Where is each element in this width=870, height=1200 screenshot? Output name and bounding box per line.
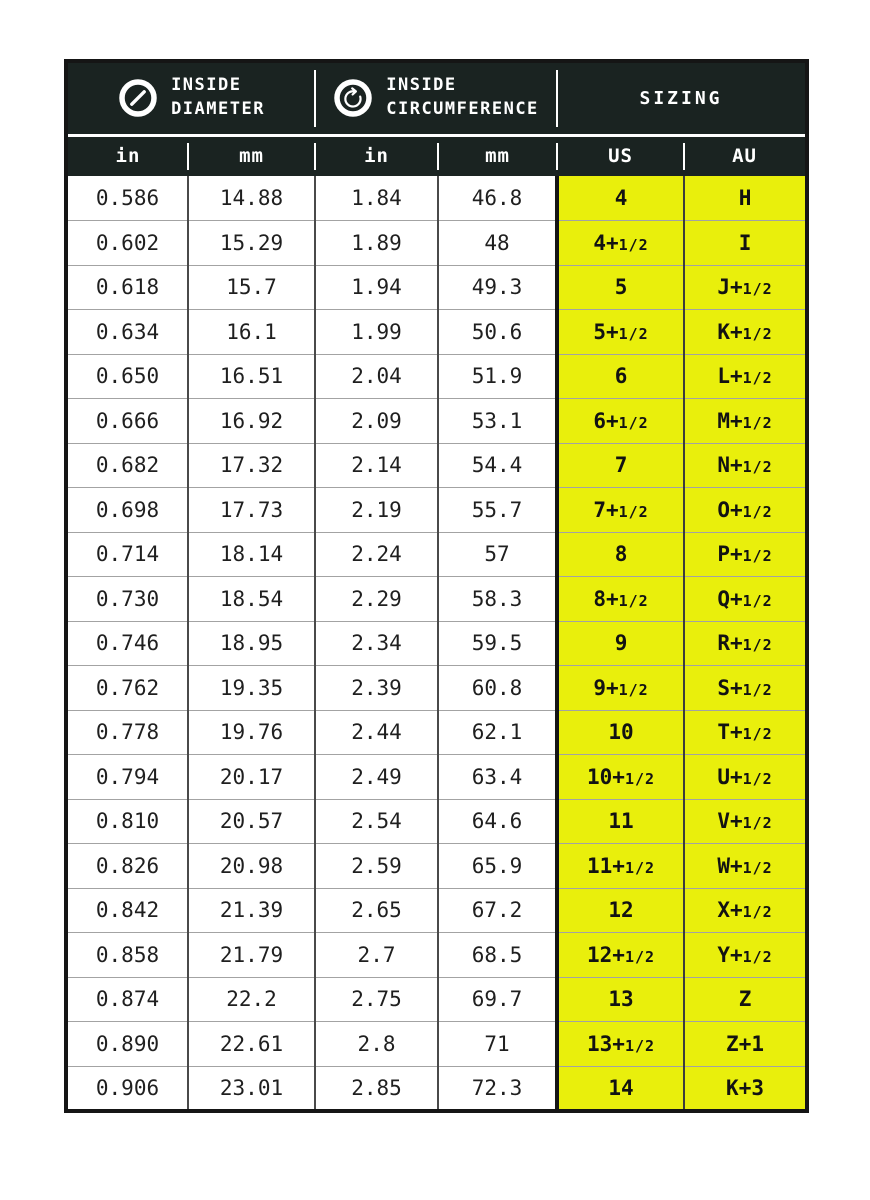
- table-row: [66, 755, 807, 800]
- circumference-mm-cell: 49.3: [438, 265, 557, 310]
- diameter-mm-cell: 22.61: [188, 1022, 315, 1067]
- au-size-cell: L+1/2: [684, 354, 807, 399]
- us-size-cell: 10+1/2: [557, 755, 684, 800]
- us-size-cell: 5+1/2: [557, 310, 684, 355]
- circumference-icon: [333, 78, 373, 118]
- circumference-in-cell: 1.84: [315, 176, 438, 221]
- us-size-cell: 12+1/2: [557, 933, 684, 978]
- diameter-mm-cell: 22.2: [188, 977, 315, 1022]
- us-size-cell: 8: [557, 532, 684, 577]
- table-row: [66, 710, 807, 755]
- table-row: [66, 176, 807, 221]
- circumference-mm-cell: 55.7: [438, 488, 557, 533]
- sizing-header: [557, 61, 807, 135]
- inside-circumference-label: INSIDE CIRCUMFERENCE: [386, 75, 539, 120]
- us-size-cell: 8+1/2: [557, 577, 684, 622]
- circumference-mm-cell: 65.9: [438, 844, 557, 889]
- circumference-in-cell: 2.14: [315, 443, 438, 488]
- us-size-cell: 5: [557, 265, 684, 310]
- diameter-mm-cell: 21.79: [188, 933, 315, 978]
- au-size-cell: U+1/2: [684, 755, 807, 800]
- subheader-au: AU: [684, 135, 807, 176]
- circumference-mm-cell: 67.2: [438, 888, 557, 933]
- au-size-cell: Z+1: [684, 1022, 807, 1067]
- circumference-in-cell: 2.04: [315, 354, 438, 399]
- au-size-cell: Y+1/2: [684, 933, 807, 978]
- sizing-table: [64, 59, 809, 1113]
- table-row: [66, 577, 807, 622]
- subheader-us: US: [557, 135, 684, 176]
- diameter-in-cell: 0.794: [66, 755, 188, 800]
- table-row: [66, 532, 807, 577]
- table-row: [66, 621, 807, 666]
- group-header-row: [66, 61, 807, 135]
- circumference-in-cell: 2.24: [315, 532, 438, 577]
- table-row: [66, 1022, 807, 1067]
- diameter-mm-cell: 21.39: [188, 888, 315, 933]
- circumference-in-cell: 2.65: [315, 888, 438, 933]
- circumference-in-cell: 2.49: [315, 755, 438, 800]
- table-row: [66, 844, 807, 889]
- us-size-cell: 11+1/2: [557, 844, 684, 889]
- sizing-label: SIZING: [639, 87, 723, 109]
- sub-header-row: [66, 135, 807, 176]
- circumference-in-cell: 2.39: [315, 666, 438, 711]
- au-size-cell: R+1/2: [684, 621, 807, 666]
- circumference-mm-cell: 48: [438, 221, 557, 266]
- diameter-mm-cell: 20.98: [188, 844, 315, 889]
- circumference-mm-cell: 62.1: [438, 710, 557, 755]
- circumference-mm-cell: 68.5: [438, 933, 557, 978]
- circumference-mm-cell: 59.5: [438, 621, 557, 666]
- diameter-in-cell: 0.858: [66, 933, 188, 978]
- au-size-cell: I: [684, 221, 807, 266]
- diameter-in-cell: 0.586: [66, 176, 188, 221]
- circumference-in-cell: 2.85: [315, 1066, 438, 1111]
- diameter-in-cell: 0.714: [66, 532, 188, 577]
- inside-circumference-header: [315, 61, 557, 135]
- diameter-in-cell: 0.602: [66, 221, 188, 266]
- circumference-in-cell: 2.75: [315, 977, 438, 1022]
- us-size-cell: 7+1/2: [557, 488, 684, 533]
- diameter-mm-cell: 23.01: [188, 1066, 315, 1111]
- circumference-mm-cell: 64.6: [438, 799, 557, 844]
- table-row: [66, 354, 807, 399]
- diameter-mm-cell: 19.76: [188, 710, 315, 755]
- au-size-cell: S+1/2: [684, 666, 807, 711]
- table-row: [66, 977, 807, 1022]
- diameter-mm-cell: 17.73: [188, 488, 315, 533]
- diameter-mm-cell: 16.92: [188, 399, 315, 444]
- circumference-mm-cell: 71: [438, 1022, 557, 1067]
- us-size-cell: 7: [557, 443, 684, 488]
- circumference-mm-cell: 51.9: [438, 354, 557, 399]
- us-size-cell: 13+1/2: [557, 1022, 684, 1067]
- circumference-in-cell: 1.89: [315, 221, 438, 266]
- au-size-cell: H: [684, 176, 807, 221]
- au-size-cell: Z: [684, 977, 807, 1022]
- circumference-in-cell: 2.34: [315, 621, 438, 666]
- diameter-in-cell: 0.682: [66, 443, 188, 488]
- circumference-in-cell: 2.54: [315, 799, 438, 844]
- us-size-cell: 11: [557, 799, 684, 844]
- diameter-mm-cell: 18.54: [188, 577, 315, 622]
- us-size-cell: 10: [557, 710, 684, 755]
- circumference-in-cell: 1.99: [315, 310, 438, 355]
- diameter-in-cell: 0.826: [66, 844, 188, 889]
- circumference-mm-cell: 60.8: [438, 666, 557, 711]
- us-size-cell: 4+1/2: [557, 221, 684, 266]
- diameter-mm-cell: 14.88: [188, 176, 315, 221]
- au-size-cell: Q+1/2: [684, 577, 807, 622]
- au-size-cell: W+1/2: [684, 844, 807, 889]
- circumference-in-cell: 2.19: [315, 488, 438, 533]
- us-size-cell: 9+1/2: [557, 666, 684, 711]
- inside-diameter-label: INSIDE DIAMETER: [171, 75, 265, 120]
- au-size-cell: P+1/2: [684, 532, 807, 577]
- table-header: [66, 61, 807, 176]
- diameter-in-cell: 0.842: [66, 888, 188, 933]
- au-size-cell: O+1/2: [684, 488, 807, 533]
- circumference-in-cell: 1.94: [315, 265, 438, 310]
- diameter-mm-cell: 19.35: [188, 666, 315, 711]
- table-row: [66, 265, 807, 310]
- au-size-cell: J+1/2: [684, 265, 807, 310]
- inside-diameter-header: [66, 61, 315, 135]
- circumference-in-cell: 2.44: [315, 710, 438, 755]
- diameter-mm-cell: 15.29: [188, 221, 315, 266]
- diameter-in-cell: 0.618: [66, 265, 188, 310]
- au-size-cell: K+3: [684, 1066, 807, 1111]
- subheader-circumference-mm: mm: [438, 135, 557, 176]
- au-size-cell: M+1/2: [684, 399, 807, 444]
- diameter-in-cell: 0.698: [66, 488, 188, 533]
- diameter-in-cell: 0.746: [66, 621, 188, 666]
- subheader-diameter-mm: mm: [188, 135, 315, 176]
- table-row: [66, 310, 807, 355]
- diameter-mm-cell: 16.51: [188, 354, 315, 399]
- diameter-in-cell: 0.634: [66, 310, 188, 355]
- table-row: [66, 399, 807, 444]
- circumference-mm-cell: 72.3: [438, 1066, 557, 1111]
- table-row: [66, 1066, 807, 1111]
- us-size-cell: 4: [557, 176, 684, 221]
- diameter-mm-cell: 20.17: [188, 755, 315, 800]
- circumference-mm-cell: 46.8: [438, 176, 557, 221]
- diameter-in-cell: 0.762: [66, 666, 188, 711]
- diameter-mm-cell: 16.1: [188, 310, 315, 355]
- au-size-cell: N+1/2: [684, 443, 807, 488]
- diameter-in-cell: 0.890: [66, 1022, 188, 1067]
- circumference-in-cell: 2.09: [315, 399, 438, 444]
- circumference-mm-cell: 63.4: [438, 755, 557, 800]
- us-size-cell: 6+1/2: [557, 399, 684, 444]
- table-row: [66, 888, 807, 933]
- au-size-cell: T+1/2: [684, 710, 807, 755]
- table-body: [66, 176, 807, 1111]
- table-row: [66, 666, 807, 711]
- subheader-diameter-in: in: [66, 135, 188, 176]
- circumference-mm-cell: 50.6: [438, 310, 557, 355]
- table-row: [66, 221, 807, 266]
- circumference-mm-cell: 53.1: [438, 399, 557, 444]
- diameter-in-cell: 0.810: [66, 799, 188, 844]
- circumference-mm-cell: 58.3: [438, 577, 557, 622]
- diameter-in-cell: 0.650: [66, 354, 188, 399]
- us-size-cell: 12: [557, 888, 684, 933]
- diameter-mm-cell: 18.95: [188, 621, 315, 666]
- us-size-cell: 9: [557, 621, 684, 666]
- au-size-cell: V+1/2: [684, 799, 807, 844]
- circumference-in-cell: 2.7: [315, 933, 438, 978]
- circumference-in-cell: 2.8: [315, 1022, 438, 1067]
- circumference-mm-cell: 57: [438, 532, 557, 577]
- circumference-mm-cell: 54.4: [438, 443, 557, 488]
- circumference-in-cell: 2.59: [315, 844, 438, 889]
- diameter-mm-cell: 18.14: [188, 532, 315, 577]
- diameter-mm-cell: 20.57: [188, 799, 315, 844]
- table-row: [66, 799, 807, 844]
- au-size-cell: X+1/2: [684, 888, 807, 933]
- subheader-circumference-in: in: [315, 135, 438, 176]
- diameter-in-cell: 0.906: [66, 1066, 188, 1111]
- diameter-icon: [118, 78, 158, 118]
- us-size-cell: 14: [557, 1066, 684, 1111]
- us-size-cell: 13: [557, 977, 684, 1022]
- table-row: [66, 488, 807, 533]
- diameter-in-cell: 0.778: [66, 710, 188, 755]
- diameter-mm-cell: 17.32: [188, 443, 315, 488]
- au-size-cell: K+1/2: [684, 310, 807, 355]
- diameter-in-cell: 0.874: [66, 977, 188, 1022]
- table-row: [66, 933, 807, 978]
- diameter-mm-cell: 15.7: [188, 265, 315, 310]
- us-size-cell: 6: [557, 354, 684, 399]
- table-row: [66, 443, 807, 488]
- diameter-in-cell: 0.666: [66, 399, 188, 444]
- circumference-in-cell: 2.29: [315, 577, 438, 622]
- ring-size-chart: [64, 59, 806, 1113]
- circumference-mm-cell: 69.7: [438, 977, 557, 1022]
- diameter-in-cell: 0.730: [66, 577, 188, 622]
